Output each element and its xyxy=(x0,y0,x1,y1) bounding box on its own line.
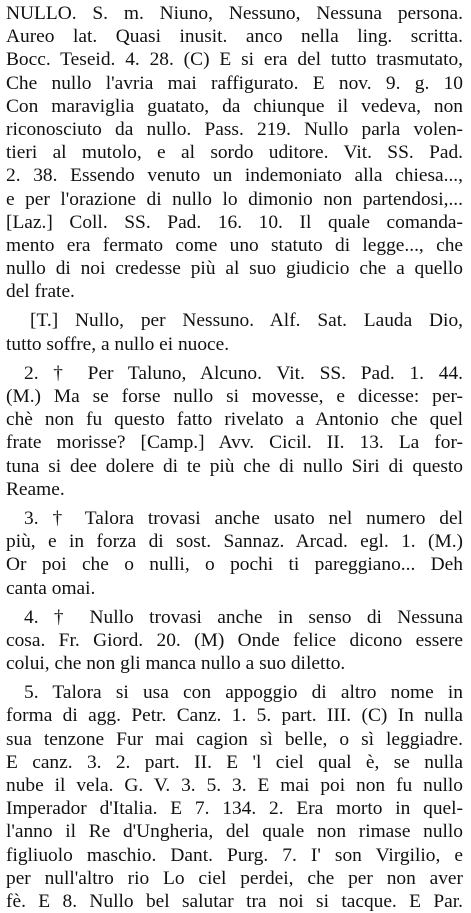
text-line: Reame. xyxy=(6,478,65,500)
text-line: tuna si dee dolere di te più che di nullo Siri di questo xyxy=(6,455,463,477)
entry-paragraph-sense-5 xyxy=(6,681,463,913)
text-line: canta omai. xyxy=(6,577,96,599)
text-line: 5. Talora si usa con appoggio di altro nome in xyxy=(24,682,463,704)
entry-paragraph-definition xyxy=(6,2,463,303)
text-line: frate morisse? [Camp.] Avv. Cicil. II. 13. La for- xyxy=(6,432,463,454)
text-line: riconosciuto da nullo. Pass. 219. Nullo parla volen- xyxy=(6,118,463,140)
text-line: (M.) Ma se forse nullo si movesse, e dicesse: per- xyxy=(6,386,463,407)
text-line: figliuolo maschio. Dant. Purg. 7. I' son Virgilio, e xyxy=(6,844,463,866)
text-line: l'anno il Re d'Ungheria, del quale non rimase nullo xyxy=(6,821,463,843)
entry-paragraph-tommaseo-note xyxy=(6,309,463,355)
text-line: colui, che non gli manca nullo a suo diletto. xyxy=(6,653,346,675)
text-line: Imperador d'Italia. E 7. 134. 2. Era morto in quel- xyxy=(6,798,463,820)
text-line: tieri al mutolo, e al sordo uditore. Vit. SS. Pad. xyxy=(6,142,463,164)
text-line: cosa. Fr. Giord. 20. (M) Onde felice dicono essere xyxy=(6,629,463,651)
text-line: 3. † Talora trovasi anche usato nel numero del xyxy=(24,507,463,529)
text-line: del frate. xyxy=(6,281,75,303)
text-line: nullo di noi credesse più al suo giudicio che a quello xyxy=(6,258,463,280)
text-line: mento era fermato come uno statuto di legge..., che xyxy=(6,234,463,256)
text-line: Bocc. Teseid. 4. 28. (C) E si era del tutto trasmutato, xyxy=(6,49,463,71)
text-line: Aureo lat. Quasi inusit. anco nella ling. scritta. xyxy=(6,26,463,48)
text-line: e per l'orazione di nullo lo dimonio non partendosi,... xyxy=(6,188,463,210)
text-line: [Laz.] Coll. SS. Pad. 16. 10. Il quale comanda- xyxy=(6,211,463,233)
text-line: NULLO. S. m. Niuno, Nessuno, Nessuna persona. xyxy=(6,3,463,24)
text-line: E canz. 3. 2. part. II. E 'l ciel qual è, se nulla xyxy=(6,751,463,773)
entry-paragraph-sense-2 xyxy=(6,362,463,501)
text-line: forma di agg. Petr. Canz. 1. 5. part. III. (C) In nulla xyxy=(6,705,463,727)
text-line: 2. † Per Taluno, Alcuno. Vit. SS. Pad. 1. 44. xyxy=(24,362,463,384)
text-line: nube il vela. G. V. 3. 5. 3. E mai poi non fu nullo xyxy=(6,775,463,796)
text-line: per null'altro rio Lo ciel perdei, che per non aver xyxy=(6,867,463,889)
text-line: Che nullo l'avria mai raffigurato. E nov. 9. g. 10 xyxy=(6,72,463,94)
entry-paragraph-sense-3 xyxy=(6,507,463,600)
text-line: chè non fu questo fatto rivelato a Antonio che quel xyxy=(6,409,463,431)
entry-paragraph-sense-4 xyxy=(6,606,463,676)
text-line: 4. † Nullo trovasi anche in senso di Nessuna xyxy=(24,606,463,628)
text-line: fè. E 8. Nullo bel salutar tra noi si tacque. E Par. xyxy=(6,890,463,912)
text-line: Or poi che o nulli, o pochi ti pareggiano... Deh xyxy=(6,554,463,576)
text-line: [T.] Nullo, per Nessuno. Alf. Sat. Lauda Dio, xyxy=(30,310,463,332)
text-line: più, e in forza di sost. Sannaz. Arcad. egl. 1. (M.) xyxy=(6,531,463,553)
text-line: sua tenzone Fur mai cagion sì belle, o sì leggiadre. xyxy=(6,728,463,750)
text-line: 2. 38. Essendo venuto un indemoniato alla chiesa..., xyxy=(6,165,463,187)
text-line: Con maraviglia guatato, da chiunque il vedeva, non xyxy=(6,95,463,117)
text-line: tutto soffre, a nullo ei nuoce. xyxy=(6,333,230,355)
